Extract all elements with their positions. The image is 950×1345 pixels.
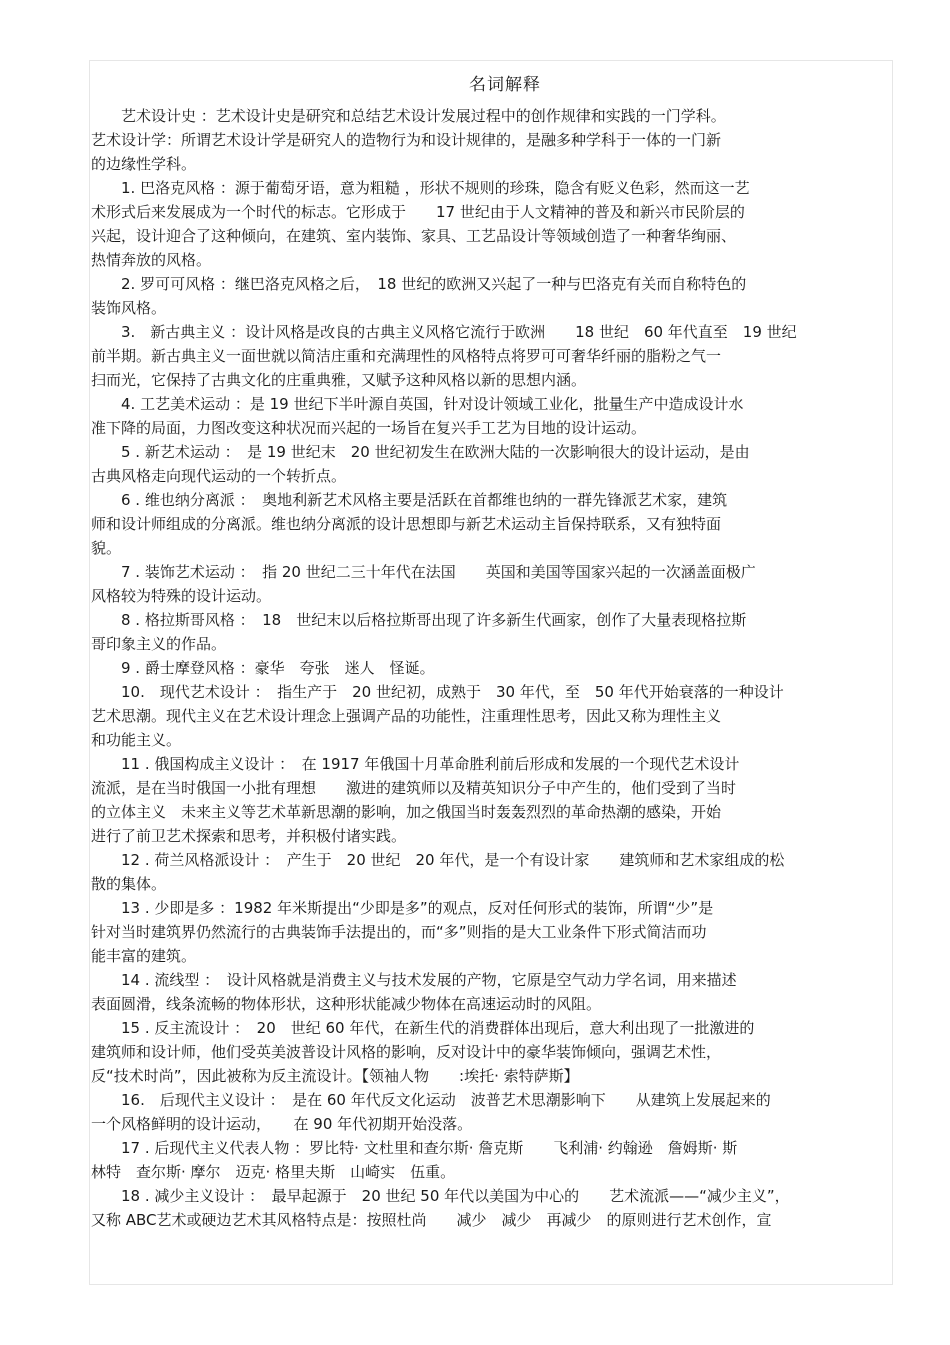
text-line: 11 . 俄国构成主义设计 ： 在 1917 年俄国十月革命胜利前后形成和发展的一个现代艺术设计 bbox=[121, 755, 740, 773]
text-line: 能丰富的建筑。 bbox=[91, 947, 197, 965]
text-line: 流派，是在当时俄国一小批有理想 激进的建筑师以及精英知识分子中产生的，他们受到了当时 bbox=[91, 779, 737, 797]
text-line: 林特 查尔斯· 摩尔 迈克· 格里夫斯 山崎实 伍重。 bbox=[91, 1163, 456, 1181]
text-line: 16. 后现代主义设计 ： 是在 60 年代反文化运动 波普艺术思潮影响下 从建筑上发展起来的 bbox=[121, 1091, 771, 1109]
text-line: 17 . 后现代主义代表人物 ：罗比特· 文杜里和查尔斯· 詹克斯 飞利浦· 约翰逊 詹姆斯· 斯 bbox=[121, 1139, 738, 1157]
text-line: 散的集体。 bbox=[91, 875, 167, 893]
text-line: 反“技术时尚”，因此被称为反主流设计。【领袖人物 :埃托· 索特萨斯】 bbox=[91, 1067, 579, 1085]
text-line: 艺术思潮。现代主义在艺术设计理念上强调产品的功能性，注重理性思考，因此又称为理性主义 bbox=[91, 707, 722, 725]
text-line: 18 . 减少主义设计 ： 最早起源于 20 世纪 50 年代以美国为中心的 艺术流派——“减少主义”， bbox=[121, 1187, 790, 1205]
text-line: 又称 ABC艺术或硬边艺术其风格特点是：按照杜尚 减少 减少 再减少 的原则进行艺术创作，宣 bbox=[91, 1211, 772, 1229]
text-line: 和功能主义。 bbox=[91, 731, 182, 749]
text-line: 建筑师和设计师，他们受英美波普设计风格的影响，反对设计中的豪华装饰倾向，强调艺术性， bbox=[91, 1043, 722, 1061]
text-line: 装饰风格。 bbox=[91, 299, 167, 317]
text-line: 4. 工艺美术运动 ：是 19 世纪下半叶源自英国，针对设计领域工业化，批量生产中造成设计水 bbox=[121, 395, 744, 413]
text-line: 5 . 新艺术运动 ： 是 19 世纪末 20 世纪初发生在欧洲大陆的一次影响很大的设计运动，是由 bbox=[121, 443, 750, 461]
text-line: 2. 罗可可风格 ：继巴洛克风格之后， 18 世纪的欧洲又兴起了一种与巴洛克有关而自称特色的 bbox=[121, 275, 747, 293]
text-line: 前半期。新古典主义一面世就以简洁庄重和充满理性的风格特点将罗可可奢华纤丽的脂粉之气一 bbox=[91, 347, 722, 365]
text-line: 古典风格走向现代运动的一个转折点。 bbox=[91, 467, 347, 485]
text-line: 1. 巴洛克风格 ：源于葡萄牙语，意为粗糙 ，形状不规则的珍珠，隐含有贬义色彩，然而这一艺 bbox=[121, 179, 750, 197]
text-line: 针对当时建筑界仍然流行的古典装饰手法提出的，而“多”则指的是大工业条件下形式简洁而功 bbox=[91, 923, 707, 941]
text-line: 15 . 反主流设计 ： 20 世纪 60 年代，在新生代的消费群体出现后，意大利出现了一批激进的 bbox=[121, 1019, 755, 1037]
text-line: 13 . 少即是多 ：1982 年米斯提出“少即是多”的观点，反对任何形式的装饰，所谓“少”是 bbox=[121, 899, 714, 917]
text-line: 12 . 荷兰风格派设计 ： 产生于 20 世纪 20 年代，是一个有设计家 建筑师和艺术家组成的松 bbox=[121, 851, 785, 869]
text-line: 10. 现代艺术设计 ： 指生产于 20 世纪初，成熟于 30 年代，至 50 年代开始衰落的一种设计 bbox=[121, 683, 784, 701]
text-line: 风格较为特殊的设计运动。 bbox=[91, 587, 272, 605]
text-line: 哥印象主义的作品。 bbox=[91, 635, 227, 653]
text-line: 艺术设计史 ：艺术设计史是研究和总结艺术设计发展过程中的创作规律和实践的一门学科。 bbox=[121, 107, 726, 125]
text-line: 术形式后来发展成为一个时代的标志。它形成于 17 世纪由于人文精神的普及和新兴市民阶层的 bbox=[91, 203, 745, 221]
text-line: 进行了前卫艺术探索和思考，并积极付诸实践。 bbox=[91, 827, 407, 845]
text-line: 表面圆滑，线条流畅的物体形状，这种形状能减少物体在高速运动时的风阻。 bbox=[91, 995, 602, 1013]
text-line: 热情奔放的风格。 bbox=[91, 251, 212, 269]
text-line: 14 . 流线型 ： 设计风格就是消费主义与技术发展的产物，它原是空气动力学名词，用来描述 bbox=[121, 971, 737, 989]
text-line: 3. 新古典主义 ：设计风格是改良的古典主义风格它流行于欧洲 18 世纪 60 年代直至 19 世纪 bbox=[121, 323, 797, 341]
text-line: 8 . 格拉斯哥风格 ： 18 世纪末以后格拉斯哥出现了许多新生代画家，创作了大量表现格拉斯 bbox=[121, 611, 747, 629]
text-line: 貌。 bbox=[91, 539, 122, 557]
text-line: 准下降的局面，力图改变这种状况而兴起的一场旨在复兴手工艺为目地的设计运动。 bbox=[91, 419, 647, 437]
text-line: 兴起，设计迎合了这种倾向，在建筑、室内装饰、家具、工艺品设计等领域创造了一种奢华绚丽、 bbox=[91, 227, 737, 245]
text-line: 的边缘性学科。 bbox=[91, 155, 197, 173]
text-line: 师和设计师组成的分离派。维也纳分离派的设计思想即与新艺术运动主旨保持联系，又有独特面 bbox=[91, 515, 722, 533]
text-line: 扫而光，它保持了古典文化的庄重典雅，又赋予这种风格以新的思想内涵。 bbox=[91, 371, 587, 389]
text-line: 的立体主义 未来主义等艺术革新思潮的影响，加之俄国当时轰轰烈烈的革命热潮的感染，开始 bbox=[91, 803, 722, 821]
text-line: 一个风格鲜明的设计运动， 在 90 年代初期开始没落。 bbox=[91, 1115, 473, 1133]
text-line: 艺术设计学：所谓艺术设计学是研究人的造物行为和设计规律的，是融多种学科于一体的一门新 bbox=[91, 131, 722, 149]
document-title: 名词解释 bbox=[469, 75, 541, 95]
text-line: 9 . 爵士摩登风格 ：豪华 夸张 迷人 怪诞。 bbox=[121, 659, 435, 677]
text-line: 6 . 维也纳分离派 ： 奥地利新艺术风格主要是活跃在首都维也纳的一群先锋派艺术家，建筑 bbox=[121, 491, 728, 509]
text-line: 7 . 装饰艺术运动 ： 指 20 世纪二三十年代在法国 英国和美国等国家兴起的一次涵盖面极广 bbox=[121, 563, 756, 581]
